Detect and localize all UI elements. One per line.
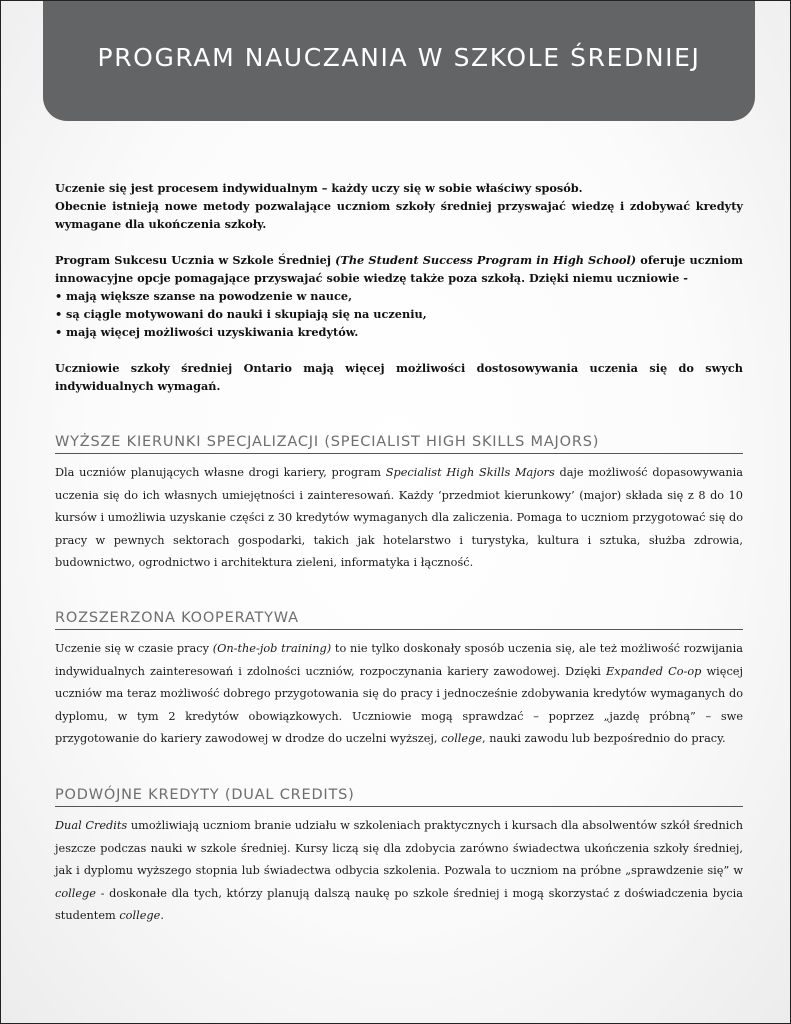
intro-text: Program Sukcesu Ucznia w Szkole Średniej	[55, 253, 336, 267]
body-text: umożliwiają uczniom branie udziału w szkoleniach praktycznych i kursach dla absolwentów szkół średnich jeszcze podczas nauki w szkole średniej. Kursy liczą się dla zdobycia zarówno świadectwa ukończenia szkoły średniej, jak i dyplomu wyższego stopnia lub świadectwa odbycia szkolenia. Pozwala to uczniom na próbne „sprawdzenie się” w	[55, 819, 743, 877]
body-italic: Expanded Co-op	[606, 664, 702, 678]
section-dual-credits	[55, 787, 743, 928]
section-body	[55, 815, 743, 928]
section-heading: PODWÓJNE KREDYTY (DUAL CREDITS)	[55, 787, 743, 807]
section-heading: WYŻSZE KIERUNKI SPECJALIZACJI (SPECIALIST HIGH SKILLS MAJORS)	[55, 434, 743, 454]
list-item-text: są ciągle motywowani do nauki i skupiają się na uczeniu,	[66, 307, 427, 321]
program-name-english: (The Student Success Program in High School)	[335, 253, 637, 267]
page-title: PROGRAM NAUCZANIA W SZKOLE ŚREDNIEJ	[97, 43, 701, 72]
intro-paragraph-2: Obecnie istnieją nowe metody pozwalające uczniom szkoły średniej przyswajać wiedzę i zdobywać kredyty wymagane dla ukończenia szkoły.	[55, 199, 743, 231]
intro-text: oferuje uczniom innowacyjne opcje pomagające przyswajać sobie wiedzę także poza szkołą. Dzięki niemu uczniowie -	[55, 253, 743, 285]
section-expanded-coop	[55, 610, 743, 751]
body-text: daje możliwość dopasowywania uczenia się do ich własnych umiejętności i zainteresowań. Każdy ‘przedmiot kierunkowy’ (major) składa się z 8 do 10 kursów i umożliwia uzyskanie części z 30 kredytów wymaganych dla zaliczenia. Pomaga to uczniom przygotować się do pracy w pewnych sektorach gospodarki, takich jak hotelarstwo i turystyka, kultura i sztuka, służba zdrowia, budownictwo, ogrodnictwo i architektura zieleni, informatyka i łączność.	[55, 466, 743, 569]
body-text: Uczenie się w czasie pracy	[55, 642, 213, 655]
body-italic: Specialist High Skills Majors	[385, 466, 555, 479]
body-text: , nauki zawodu lub bezpośrednio do pracy.	[482, 732, 726, 745]
benefits-list	[55, 287, 743, 341]
body-italic: college	[441, 732, 483, 745]
list-item-text: mają więcej możliwości uzyskiwania kredytów.	[66, 325, 359, 339]
body-text: Dla uczniów planujących własne drogi kariery, program	[55, 466, 386, 479]
body-italic: (On-the-job training)	[212, 642, 332, 655]
bullet-icon: •	[55, 289, 63, 303]
title-banner	[43, 1, 755, 121]
list-item-text: mają większe szanse na powodzenie w nauce,	[66, 289, 353, 303]
body-italic: college	[55, 886, 96, 900]
section-specialist-high-skills	[55, 434, 743, 575]
body-text: to nie tylko doskonały sposób uczenia się, ale też możliwość rozwijania indywidualnych zainteresowań i zdolności uczniów, rozpoczynania kariery zawodowej. Dzięki	[55, 642, 743, 678]
intro-paragraph-1: Uczenie się jest procesem indywidualnym – każdy uczy się w sobie właściwy sposób.	[55, 181, 583, 195]
section-heading: ROZSZERZONA KOOPERATYWA	[55, 610, 743, 630]
body-italic: college	[119, 909, 161, 922]
intro-block	[55, 179, 743, 395]
bullet-icon: •	[55, 325, 63, 339]
body-text: więcej uczniów ma teraz możliwość dobrego przygotowania się do pracy i jednocześnie zdobywania kredytów wymaganych do dyplomu, w tym 2 kredytów obowiązkowych. Uczniowie mogą sprawdzać – poprzez „jazdę próbną” – swe przygotowanie do kariery zawodowej w drodze do uczelni wyższej,	[55, 664, 743, 745]
list-item	[55, 305, 743, 323]
body-text: - doskonałe dla tych, którzy planują dalszą naukę po szkole średniej i mogą skorzystać z doświadczenia bycia studentem	[55, 886, 743, 922]
bullet-icon: •	[55, 307, 63, 321]
section-body	[55, 462, 743, 575]
section-body	[55, 638, 743, 751]
body-italic: Dual Credits	[55, 819, 128, 832]
body-text: .	[160, 909, 164, 922]
intro-paragraph-4: Uczniowie szkoły średniej Ontario mają więcej możliwości dostosowywania uczenia się do swych indywidualnych wymagań.	[55, 361, 743, 393]
intro-paragraph-3	[55, 251, 743, 287]
list-item	[55, 323, 743, 341]
list-item	[55, 287, 743, 305]
